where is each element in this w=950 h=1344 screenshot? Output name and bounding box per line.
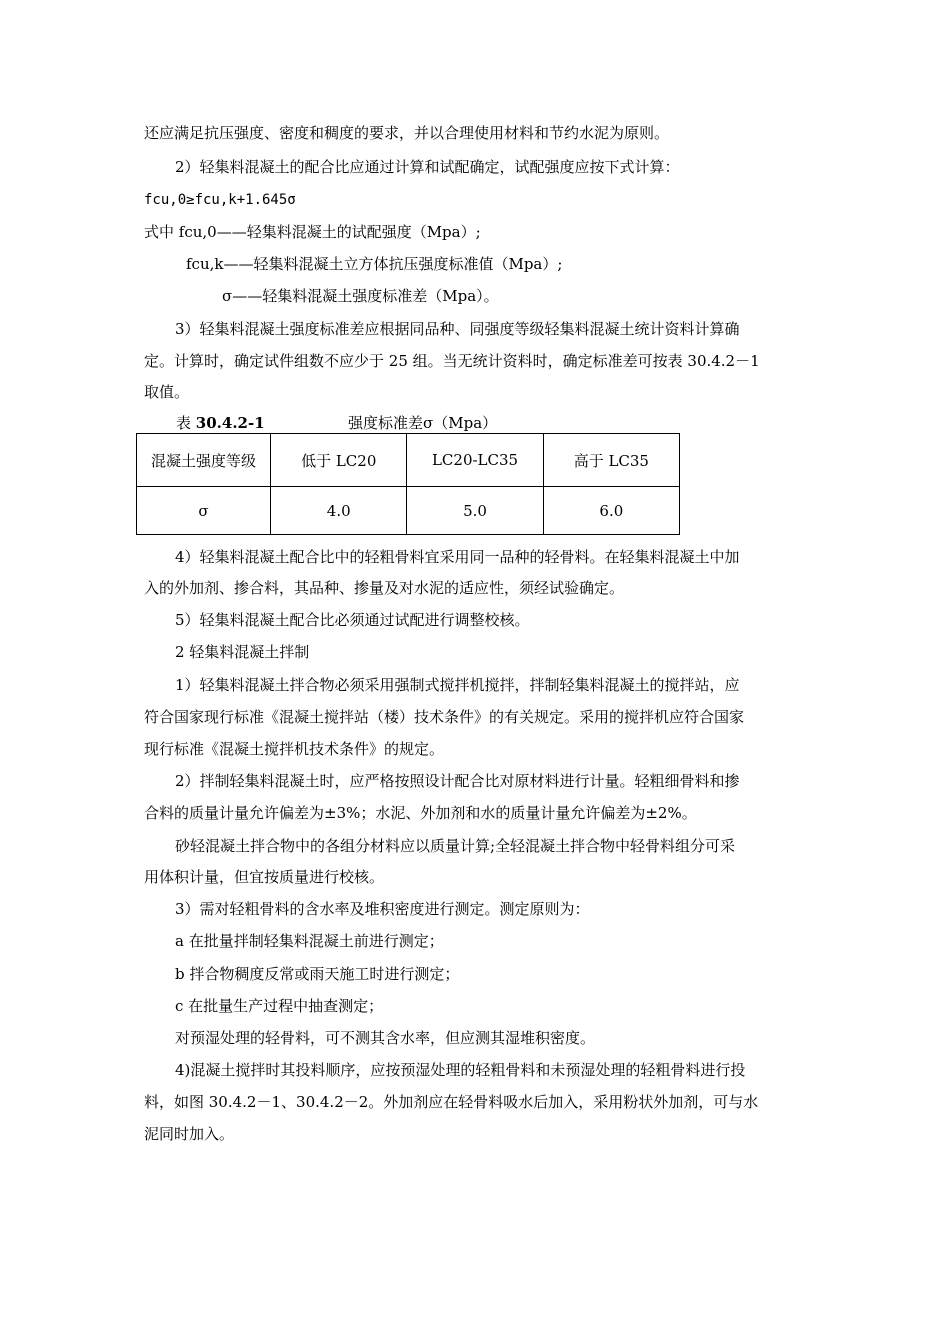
paragraph-line: 5）轻集料混凝土配合比必须通过试配进行调整校核。 bbox=[175, 611, 530, 629]
table-header-cell: LC20-LC35 bbox=[407, 434, 543, 487]
paragraph-line: 现行标准《混凝土搅拌机技术条件》的规定。 bbox=[144, 740, 445, 758]
paragraph-line: 取值。 bbox=[144, 383, 190, 401]
table-cell: 5.0 bbox=[407, 487, 543, 535]
definition-line: σ——轻集料混凝土强度标准差（Mpa）。 bbox=[222, 287, 499, 305]
list-item: c 在批量生产过程中抽查测定； bbox=[175, 997, 384, 1015]
list-item: a 在批量拌制轻集料混凝土前进行测定； bbox=[175, 932, 444, 950]
table-cell: 6.0 bbox=[543, 487, 679, 535]
paragraph-line: 对预湿处理的轻骨料，可不测其含水率，但应测其湿堆积密度。 bbox=[175, 1029, 596, 1047]
paragraph-line: 还应满足抗压强度、密度和稠度的要求，并以合理使用材料和节约水泥为原则。 bbox=[144, 124, 670, 142]
formula: fcu,0≥fcu,k+1.645σ bbox=[144, 192, 296, 208]
paragraph-line: 入的外加剂、掺合料，其品种、掺量及对水泥的适应性，须经试验确定。 bbox=[144, 579, 625, 597]
paragraph-line: 3）轻集料混凝土强度标准差应根据同品种、同强度等级轻集料混凝土统计资料计算确 bbox=[175, 320, 740, 338]
paragraph-line: 用体积计量，但宜按质量进行校核。 bbox=[144, 868, 385, 886]
paragraph-line: 合料的质量计量允许偏差为±3%；水泥、外加剂和水的质量计量允许偏差为±2%。 bbox=[144, 804, 697, 822]
section-heading: 2 轻集料混凝土拌制 bbox=[175, 643, 310, 661]
table-label-prefix: 表 bbox=[176, 414, 192, 432]
table-header-cell: 高于 LC35 bbox=[543, 434, 679, 487]
paragraph-line: 2）轻集料混凝土的配合比应通过计算和试配确定，试配强度应按下式计算： bbox=[175, 158, 680, 176]
list-item: b 拌合物稠度反常或雨天施工时进行测定； bbox=[175, 965, 460, 983]
paragraph-line: 定。计算时，确定试件组数不应少于 25 组。当无统计资料时，确定标准差可按表 30.4.2－1 bbox=[144, 352, 760, 370]
paragraph-line: 砂轻混凝土拌合物中的各组分材料应以质量计算;全轻混凝土拌合物中轻骨料组分可采 bbox=[175, 837, 736, 855]
paragraph-line: 2）拌制轻集料混凝土时，应严格按照设计配合比对原材料进行计量。轻粗细骨料和掺 bbox=[175, 772, 740, 790]
table-header-cell: 混凝土强度等级 bbox=[137, 434, 271, 487]
definition-line: 式中 fcu,0——轻集料混凝土的试配强度（Mpa）; bbox=[144, 223, 481, 241]
paragraph-line: 泥同时加入。 bbox=[144, 1125, 235, 1143]
paragraph-line: 3）需对轻粗骨料的含水率及堆积密度进行测定。测定原则为： bbox=[175, 900, 590, 918]
paragraph-line: 4）轻集料混凝土配合比中的轻粗骨料宜采用同一品种的轻骨料。在轻集料混凝土中加 bbox=[175, 548, 740, 566]
paragraph-line: 料，如图 30.4.2－1、30.4.2－2。外加剂应在轻骨料吸水后加入，采用粉状外加剂，可与水 bbox=[144, 1093, 759, 1111]
definition-line: fcu,k——轻集料混凝土立方体抗压强度标准值（Mpa）; bbox=[186, 255, 563, 273]
table-header-row bbox=[137, 434, 680, 487]
strength-standard-deviation-table bbox=[136, 433, 680, 535]
table-number: 30.4.2-1 bbox=[195, 414, 265, 432]
table-cell: 4.0 bbox=[271, 487, 407, 535]
paragraph-line: 4)混凝土搅拌时其投料顺序，应按预湿处理的轻粗骨料和未预湿处理的轻粗骨料进行投 bbox=[175, 1061, 746, 1079]
table-row bbox=[137, 487, 680, 535]
table-caption: 强度标准差σ（Mpa） bbox=[348, 414, 498, 432]
table-cell: σ bbox=[137, 487, 271, 535]
table-label bbox=[176, 413, 265, 433]
table-header-cell: 低于 LC20 bbox=[271, 434, 407, 487]
paragraph-line: 符合国家现行标准《混凝土搅拌站（楼）技术条件》的有关规定。采用的搅拌机应符合国家 bbox=[144, 708, 745, 726]
paragraph-line: 1）轻集料混凝土拌合物必须采用强制式搅拌机搅拌，拌制轻集料混凝土的搅拌站，应 bbox=[175, 676, 740, 694]
